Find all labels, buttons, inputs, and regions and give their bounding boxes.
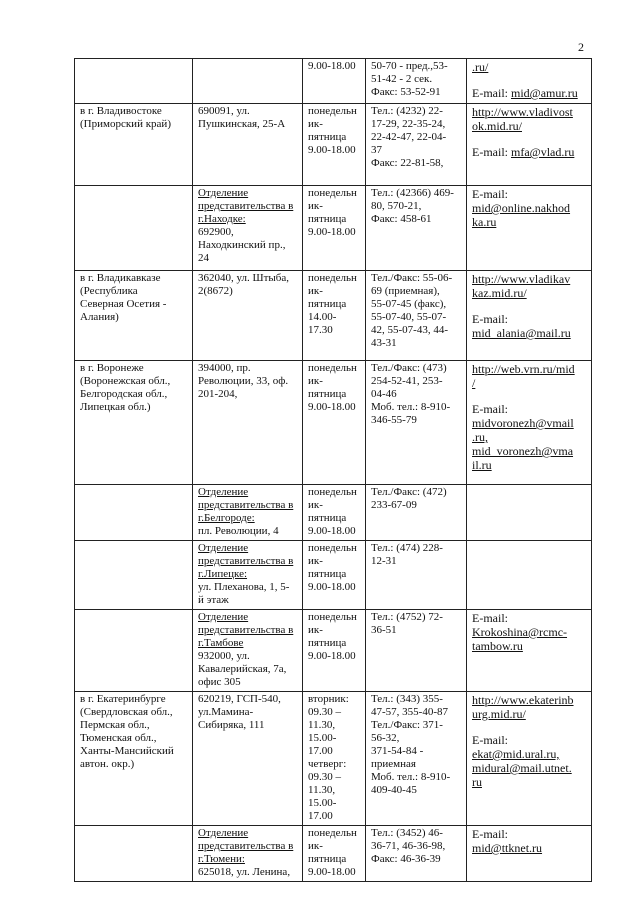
address-line: 690091, ул. [198, 105, 250, 117]
hours-line: понедельн [308, 827, 357, 839]
phones-cell [366, 541, 467, 610]
hours-line: понедельн [308, 105, 357, 117]
phone-line: 233-67-09 [371, 499, 417, 511]
hours-line: понедельн [308, 486, 357, 498]
address-cell [193, 610, 303, 692]
city-cell [75, 271, 193, 361]
address-line: Пушкинская, 25-А [198, 118, 286, 130]
office-title-line: Отделение [198, 611, 249, 623]
spacer [472, 721, 587, 733]
phone-line: Тел./Факс: 55-06- [371, 272, 453, 284]
phones-cell [366, 485, 467, 541]
web-link[interactable]: http://www.vladikav [472, 272, 571, 286]
phone-line: 37 [371, 144, 382, 156]
contact-link-cell [467, 104, 592, 186]
contact-link-cell [467, 186, 592, 271]
email-label: E-mail: [472, 611, 508, 625]
address-line: 362040, ул. Штыба, [198, 272, 290, 284]
email-label: E-mail: [472, 86, 511, 100]
hours-line: 9.00-18.00 [308, 401, 356, 413]
phones-cell [366, 361, 467, 485]
hours-line: 15.00-17.00 [308, 797, 337, 822]
phone-line: Тел.: (343) 355- [371, 693, 443, 705]
web-link[interactable]: .ru/ [472, 60, 489, 74]
city-cell [75, 59, 193, 104]
office-title-line: г.Тамбове [198, 637, 244, 649]
hours-cell [303, 361, 366, 485]
city-line: в г. Владивостоке [80, 105, 162, 117]
phone-line: Тел./Факс: 371- [371, 719, 443, 731]
city-line: Алания) [80, 311, 119, 323]
city-line: (Республика [80, 285, 138, 297]
address-cell [193, 271, 303, 361]
phone-line: Моб. тел.: 8-910- [371, 401, 451, 413]
table-row [75, 826, 592, 882]
address-line: Революции, 33, оф. [198, 375, 289, 387]
city-line: Пермская обл., [80, 719, 150, 731]
web-link[interactable]: mid_voronezh@vma [472, 444, 574, 458]
hours-cell [303, 692, 366, 826]
address-line: 692900, [198, 226, 234, 238]
office-title-line: Отделение [198, 486, 249, 498]
phone-line: приемная [371, 758, 416, 770]
web-link[interactable]: http://www.vladivost [472, 105, 573, 119]
city-line: Северная Осетия - [80, 298, 167, 310]
hours-line: 9.00-18.00 [308, 226, 356, 238]
spacer [472, 390, 587, 402]
address-cell [193, 104, 303, 186]
hours-line: 9.00-18.00 [308, 144, 356, 156]
contact-link-cell [467, 271, 592, 361]
hours-line: 9.00-18.00 [308, 581, 356, 593]
hours-line: ик-пятница [308, 118, 347, 143]
hours-cell [303, 826, 366, 882]
hours-line: ик-пятница [308, 285, 347, 310]
table-row [75, 59, 592, 104]
office-title-line: г.Белгороде: [198, 512, 255, 524]
phones-cell [366, 59, 467, 104]
web-link[interactable]: Krokoshina@rcmc- [472, 625, 568, 639]
address-line: 620219, ГСП-540, [198, 693, 281, 705]
phone-line: Тел.: (3452) 46- [371, 827, 443, 839]
phone-line: Тел.: (4232) 22- [371, 105, 443, 117]
city-line: Липецкая обл.) [80, 401, 151, 413]
web-link[interactable]: midural@mail.utnet. [472, 761, 572, 775]
hours-line: понедельн [308, 272, 357, 284]
contact-link-cell [467, 59, 592, 104]
city-cell [75, 692, 193, 826]
hours-line: понедельн [308, 187, 357, 199]
phone-line: Факс: 53-52-91 [371, 86, 441, 98]
spacer [472, 74, 587, 86]
phone-line: Факс: 46-36-39 [371, 853, 441, 865]
table-row [75, 271, 592, 361]
web-link[interactable]: tambow.ru [472, 639, 523, 653]
address-line: 394000, пр. [198, 362, 251, 374]
contact-link-cell [467, 692, 592, 826]
phone-line: Тел.: (474) 228- [371, 542, 443, 554]
office-title-line: представительства в [198, 499, 294, 511]
table-row [75, 692, 592, 826]
phone-line: 55-07-45 (факс), [371, 298, 447, 310]
web-link[interactable]: http://www.ekaterinb [472, 693, 574, 707]
phone-line: 50-70 - пред.,53- [371, 60, 448, 72]
web-link[interactable]: .ru, [472, 430, 488, 444]
web-link[interactable]: http://web.vrn.ru/mid [472, 362, 575, 376]
web-link[interactable]: il.ru [472, 458, 492, 472]
address-cell [193, 692, 303, 826]
hours-cell [303, 186, 366, 271]
office-title-line: Отделение [198, 187, 249, 199]
address-line: ул. Плеханова, 1, 5- [198, 581, 290, 593]
address-line: Сибиряка, 111 [198, 719, 265, 731]
table-row [75, 541, 592, 610]
phone-line: 42, 55-07-43, 44- [371, 324, 448, 336]
phone-line: 371-54-84 - [371, 745, 424, 757]
phones-cell [366, 104, 467, 186]
page-number: 2 [578, 40, 584, 54]
city-line: (Свердловская обл., [80, 706, 173, 718]
address-cell [193, 541, 303, 610]
address-line: 24 [198, 252, 209, 264]
office-title-line: представительства в [198, 840, 294, 852]
city-line: (Воронежская обл., [80, 375, 171, 387]
phone-line: Факс: 22-81-58, [371, 157, 444, 169]
web-link[interactable]: midvoronezh@vmail [472, 416, 574, 430]
office-title-line: г.Липецке: [198, 568, 248, 580]
phone-line: 69 (приемная), [371, 285, 440, 297]
address-line: 2(8672) [198, 285, 233, 297]
contacts-table [74, 58, 592, 882]
address-line: пл. Революции, 4 [198, 525, 279, 537]
phone-line: 409-40-45 [371, 784, 417, 796]
email-link[interactable]: mfa@vlad.ru [511, 145, 575, 159]
city-line: Белгородская обл., [80, 388, 168, 400]
web-link[interactable]: mid_alania@mail.ru [472, 326, 571, 340]
email-label: E-mail: [472, 733, 508, 747]
hours-line: понедельн [308, 611, 357, 623]
phone-line: 346-55-79 [371, 414, 417, 426]
phone-line: 254-52-41, 253- [371, 375, 443, 387]
hours-line: 9.00-18.00 [308, 866, 356, 878]
hours-line: 11.30, [308, 784, 336, 796]
office-title-line: представительства в [198, 200, 294, 212]
city-line: автон. окр.) [80, 758, 135, 770]
city-line: в г. Воронеже [80, 362, 144, 374]
hours-line: ик-пятница [308, 499, 347, 524]
phone-line: 55-07-40, 55-07- [371, 311, 447, 323]
table-row [75, 104, 592, 186]
email-label: E-mail: [472, 312, 508, 326]
city-cell [75, 485, 193, 541]
contact-link-cell [467, 826, 592, 882]
phone-line: Моб. тел.: 8-910- [371, 771, 451, 783]
table-row [75, 610, 592, 692]
address-line: 932000, ул. [198, 650, 250, 662]
city-cell [75, 104, 193, 186]
email-label: E-mail: [472, 145, 511, 159]
email-line [472, 86, 587, 100]
spacer [472, 133, 587, 145]
phones-cell [366, 186, 467, 271]
hours-cell [303, 485, 366, 541]
contact-link-cell [467, 361, 592, 485]
hours-line: понедельн [308, 542, 357, 554]
office-title-line: Отделение [198, 542, 249, 554]
contact-link-cell [467, 485, 592, 541]
hours-line: 14.00-17.30 [308, 311, 337, 336]
phone-line: 80, 570-21, [371, 200, 422, 212]
hours-cell [303, 541, 366, 610]
address-line: 201-204, [198, 388, 238, 400]
web-link[interactable]: ekat@mid.ural.ru, [472, 747, 560, 761]
city-cell [75, 361, 193, 485]
address-line: Находкинский пр., [198, 239, 286, 251]
hours-line: 15.00-17.00 [308, 732, 337, 757]
contact-link-cell [467, 610, 592, 692]
hours-cell [303, 271, 366, 361]
hours-cell [303, 610, 366, 692]
table-row [75, 485, 592, 541]
email-label: E-mail: [472, 827, 508, 841]
web-link[interactable]: / [472, 376, 476, 390]
city-cell [75, 541, 193, 610]
hours-line: ик-пятница [308, 555, 347, 580]
office-title-line: Отделение [198, 827, 249, 839]
city-cell [75, 610, 193, 692]
table-row [75, 361, 592, 485]
city-line: в г. Екатеринбурге [80, 693, 166, 705]
phone-line: Факс: 458-61 [371, 213, 432, 225]
address-cell [193, 186, 303, 271]
city-line: (Приморский край) [80, 118, 171, 130]
contact-link-cell [467, 541, 592, 610]
hours-line: 09.30 – [308, 771, 341, 783]
phone-line: 17-29, 22-35-24, [371, 118, 446, 130]
address-cell [193, 826, 303, 882]
phone-line: 36-51 [371, 624, 397, 636]
email-link[interactable]: mid@amur.ru [511, 86, 578, 100]
hours-line: ик-пятница [308, 375, 347, 400]
hours-line: 9.00-18.00 [308, 525, 356, 537]
phones-cell [366, 692, 467, 826]
hours-line: четверг: [308, 758, 347, 770]
city-cell [75, 186, 193, 271]
hours-line: ик-пятница [308, 840, 347, 865]
hours-line: ик-пятница [308, 200, 347, 225]
hours-line: вторник: [308, 693, 349, 705]
hours-cell [303, 59, 366, 104]
phones-cell [366, 610, 467, 692]
phone-line: 22-42-47, 22-04- [371, 131, 447, 143]
office-title-line: представительства в [198, 555, 294, 567]
address-cell [193, 361, 303, 485]
web-link[interactable]: urg.mid.ru/ [472, 707, 526, 721]
web-link[interactable]: mid@ttknet.ru [472, 841, 543, 855]
office-title-line: представительства в [198, 624, 294, 636]
hours-line: 9.00-18.00 [308, 650, 356, 662]
address-line: Кавалерийская, 7а, [198, 663, 287, 675]
phone-line: 51-42 - 2 сек. [371, 73, 433, 85]
email-label: E-mail: [472, 187, 508, 201]
phone-line: Тел.: (42366) 469- [371, 187, 454, 199]
city-cell [75, 826, 193, 882]
web-link[interactable]: mid@online.nakhod [472, 201, 571, 215]
address-line: 625018, ул. Ленина, [198, 866, 291, 878]
email-line [472, 145, 587, 159]
phone-line: 56-32, [371, 732, 400, 744]
hours-cell [303, 104, 366, 186]
phone-line: 36-71, 46-36-98, [371, 840, 446, 852]
web-link[interactable]: ka.ru [472, 215, 497, 229]
phone-line: Тел.: (4752) 72- [371, 611, 443, 623]
phone-line: 12-31 [371, 555, 397, 567]
address-line: офис 305 [198, 676, 241, 688]
city-line: Тюменская обл., [80, 732, 157, 744]
city-line: Ханты-Мансийский [80, 745, 174, 757]
address-line: й этаж [198, 594, 229, 606]
phone-line: Тел./Факс: (472) [371, 486, 447, 498]
address-line: ул.Мамина- [198, 706, 254, 718]
hours-line: 11.30, [308, 719, 336, 731]
phone-line: 43-31 [371, 337, 397, 349]
phones-cell [366, 271, 467, 361]
office-title-line: г.Находке: [198, 213, 246, 225]
web-link[interactable]: ru [472, 775, 482, 789]
hours-line: 9.00-18.00 [308, 60, 356, 72]
phone-line: 04-46 [371, 388, 397, 400]
city-line: в г. Владикавказе [80, 272, 161, 284]
phones-cell [366, 826, 467, 882]
address-cell [193, 485, 303, 541]
spacer [472, 300, 587, 312]
hours-line: ик-пятница [308, 624, 347, 649]
hours-line: 09.30 – [308, 706, 341, 718]
web-link[interactable]: kaz.mid.ru/ [472, 286, 527, 300]
email-label: E-mail: [472, 402, 508, 416]
table-row [75, 186, 592, 271]
address-cell [193, 59, 303, 104]
hours-line: понедельн [308, 362, 357, 374]
phone-line: 47-57, 355-40-87 [371, 706, 448, 718]
office-title-line: г.Тюмени: [198, 853, 245, 865]
phone-line: Тел./Факс: (473) [371, 362, 447, 374]
web-link[interactable]: ok.mid.ru/ [472, 119, 522, 133]
